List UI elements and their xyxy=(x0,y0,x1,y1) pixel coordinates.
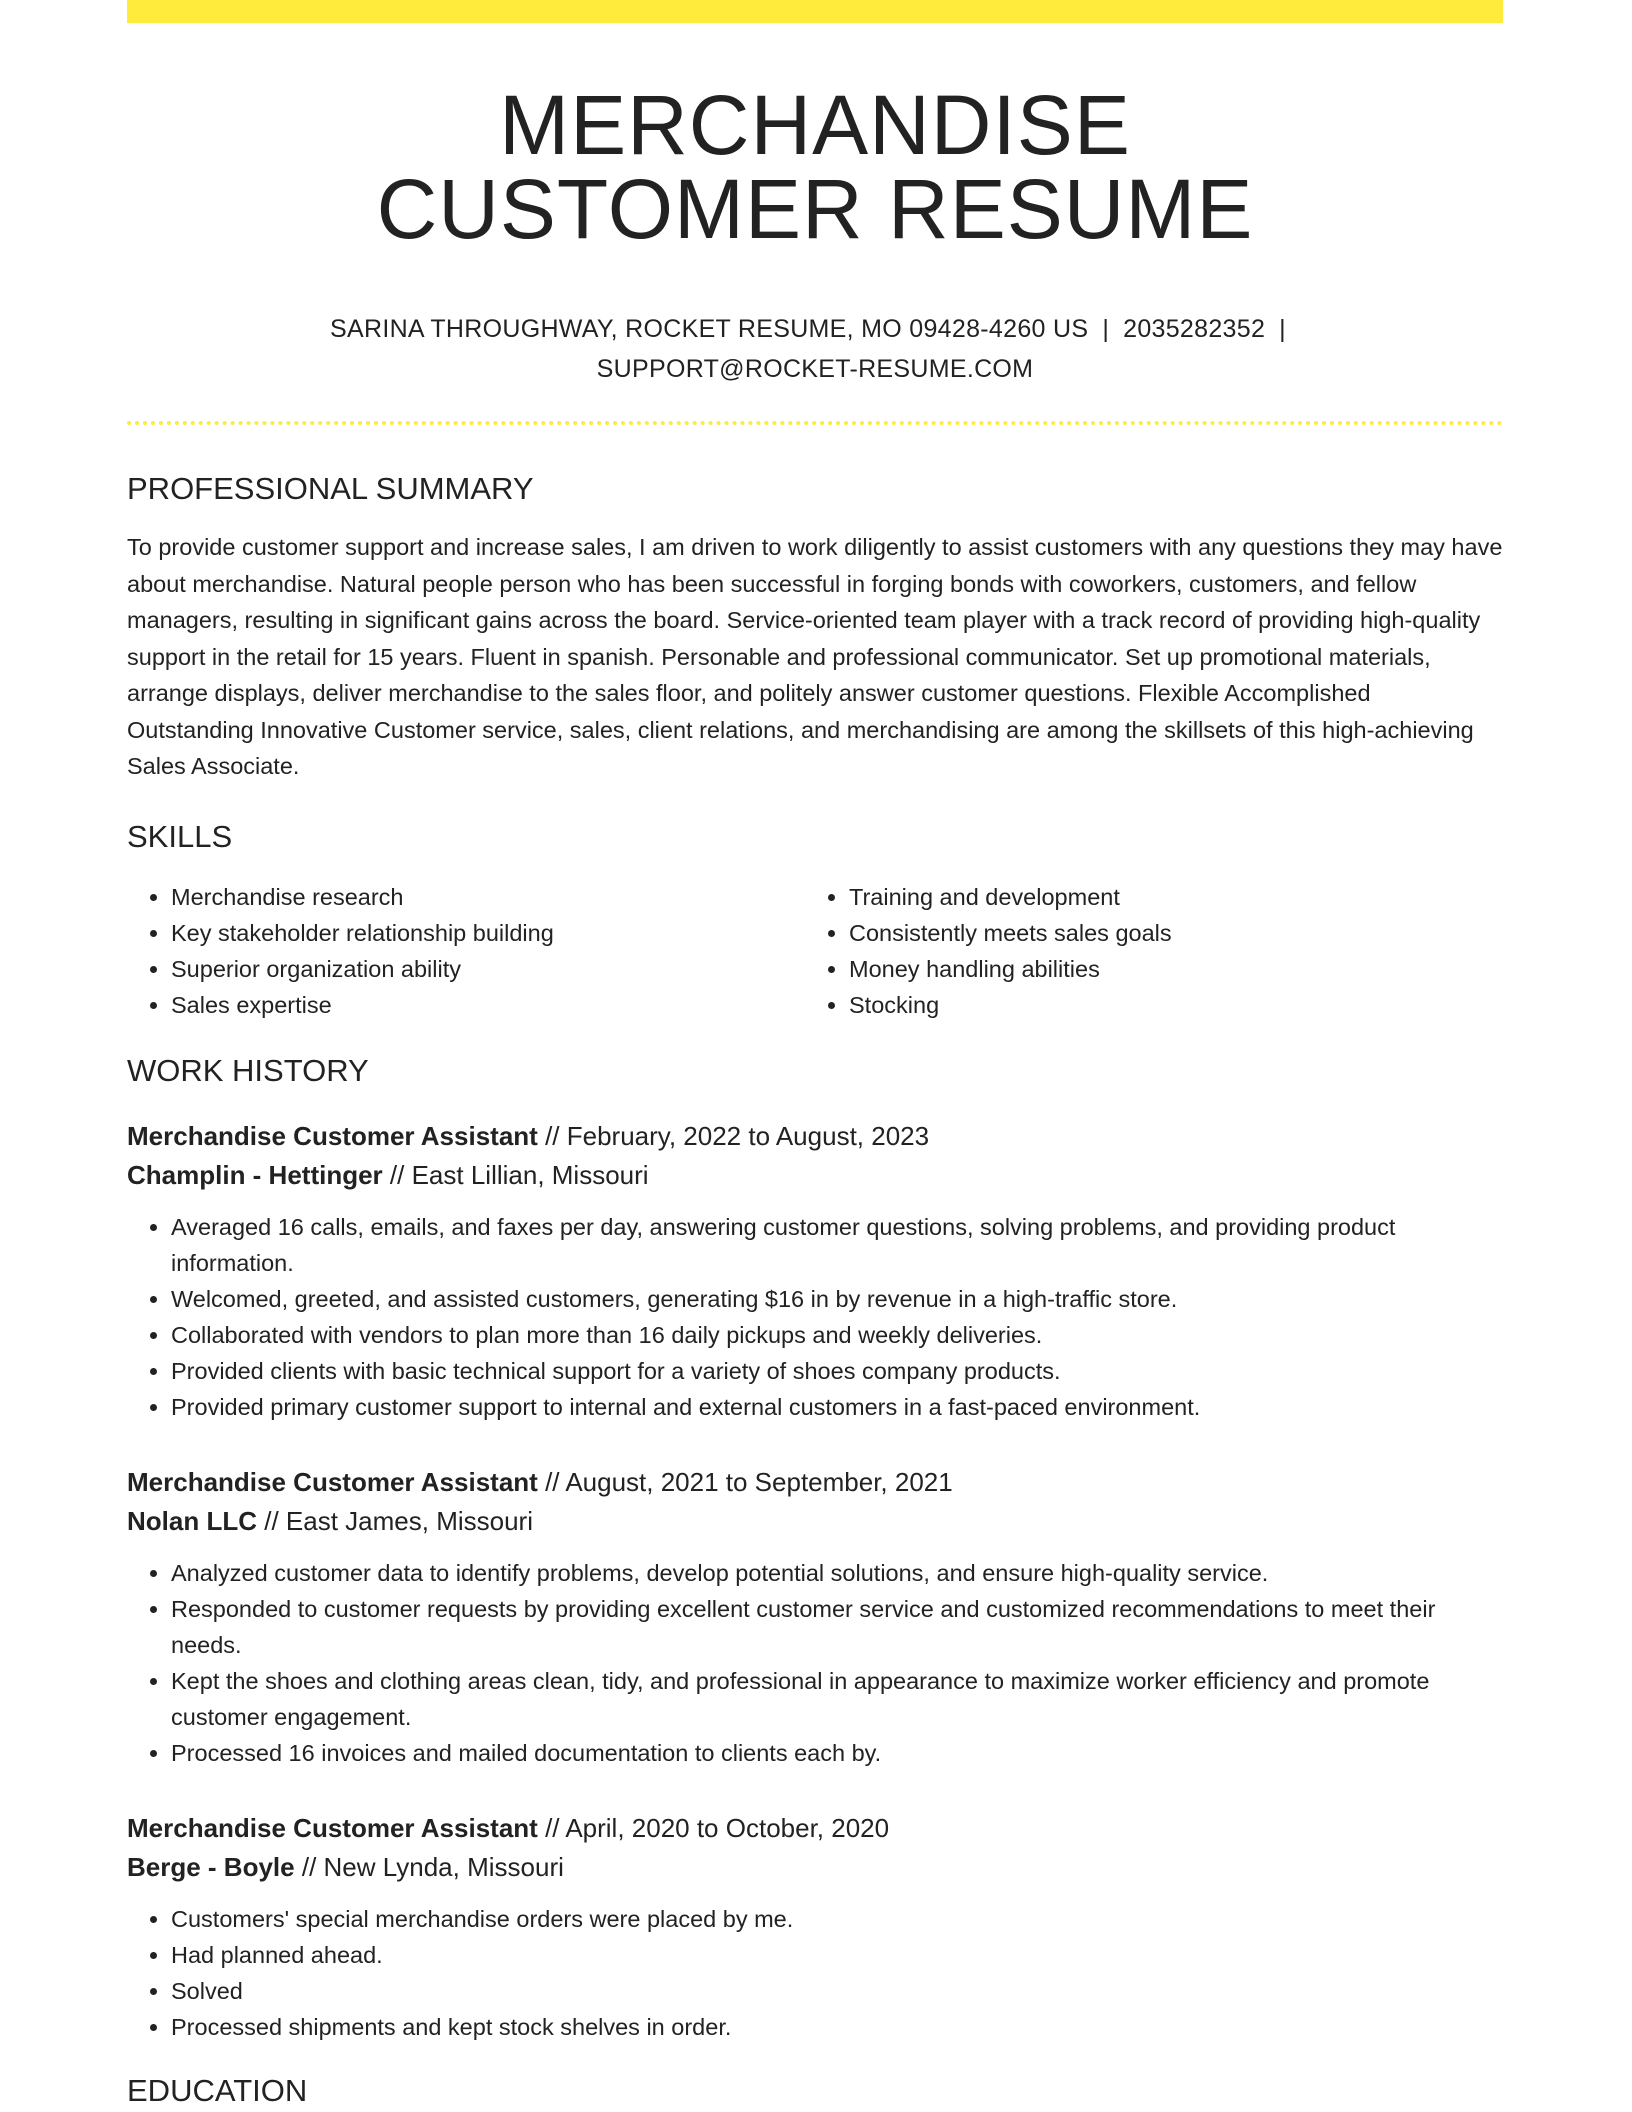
skills-list xyxy=(127,879,1503,1023)
job-entry xyxy=(127,1117,1503,1425)
job-title: Merchandise Customer Assistant xyxy=(127,1120,538,1151)
accent-top-bar xyxy=(127,0,1503,23)
job-company-line xyxy=(127,1156,1503,1195)
job-company-line xyxy=(127,1502,1503,1541)
job-bullet: • Had planned ahead. xyxy=(171,1937,1503,1973)
job-title: Merchandise Customer Assistant xyxy=(127,1466,538,1497)
job-separator: // xyxy=(545,1812,560,1843)
job-bullet: • Processed shipments and kept stock shelves in order. xyxy=(171,2009,1503,2045)
job-company: Berge - Boyle xyxy=(127,1851,295,1882)
resume-page xyxy=(127,0,1503,2109)
job-bullet: • Analyzed customer data to identify problems, develop potential solutions, and ensure high-quality service. xyxy=(171,1555,1503,1591)
job-separator: // xyxy=(545,1120,560,1151)
job-title-line xyxy=(127,1809,1503,1848)
job-bullet: • Averaged 16 calls, emails, and faxes per day, answering customer questions, solving problems, and providing product information. xyxy=(171,1209,1503,1281)
contact-separator: | xyxy=(1279,315,1286,343)
job-dates: April, 2020 to October, 2020 xyxy=(565,1812,890,1843)
contact-separator: | xyxy=(1102,315,1110,343)
job-bullet: • Kept the shoes and clothing areas clean, tidy, and professional in appearance to maximize worker efficiency and promote customer engagement. xyxy=(171,1663,1503,1735)
job-company: Champlin - Hettinger xyxy=(127,1159,383,1190)
dotted-divider xyxy=(127,421,1503,425)
job-dates: February, 2022 to August, 2023 xyxy=(566,1120,930,1151)
skills-heading: SKILLS xyxy=(127,818,233,854)
job-separator: // xyxy=(389,1159,405,1190)
job-separator: // xyxy=(301,1851,317,1882)
title-line-1: MERCHANDISE xyxy=(499,78,1131,172)
job-company-line xyxy=(127,1848,1503,1887)
skill-item: • Sales expertise xyxy=(171,987,805,1023)
contact-info xyxy=(127,309,1503,389)
job-entry xyxy=(127,1463,1503,1771)
job-bullet: • Collaborated with vendors to plan more than 16 daily pickups and weekly deliveries. xyxy=(171,1317,1503,1353)
skill-item: • Stocking xyxy=(849,987,1503,1023)
summary-heading: PROFESSIONAL SUMMARY xyxy=(127,471,534,506)
title-line-2: CUSTOMER RESUME xyxy=(376,162,1254,256)
job-bullet: • Welcomed, greeted, and assisted customers, generating $16 in by revenue in a high-traffic store. xyxy=(171,1281,1503,1317)
job-bullet: • Customers' special merchandise orders were placed by me. xyxy=(171,1901,1503,1937)
job-title-line xyxy=(127,1463,1503,1502)
job-dates: August, 2021 to September, 2021 xyxy=(565,1466,953,1497)
contact-email: SUPPORT@ROCKET-RESUME.COM xyxy=(596,355,1034,383)
job-separator: // xyxy=(264,1505,279,1536)
job-bullet: • Processed 16 invoices and mailed documentation to clients each by. xyxy=(171,1735,1503,1771)
resume-title xyxy=(127,78,1503,256)
job-bullets xyxy=(127,1555,1503,1771)
work-history-heading: WORK HISTORY xyxy=(127,1052,369,1088)
job-bullet: • Provided primary customer support to internal and external customers in a fast-paced environment. xyxy=(171,1389,1503,1425)
job-bullets xyxy=(127,1901,1503,2045)
summary-text: To provide customer support and increase sales, I am driven to work diligently to assist customers with any questions they may have about merchandise. Natural people person who has been successful in forging bonds with coworkers, customers, and fellow managers, resulting in significant gains across the board. Service-oriented team player with a track record of providing high-quality support in the retail for 15 years. Fluent in spanish. Personable and professional communicator. Set up promotional materials, arrange displays, deliver merchandise to the sales floor, and politely answer customer questions. Flexible Accomplished Outstanding Innovative Customer service, sales, client relations, and merchandising are among the skillsets of this high-achieving Sales Associate. xyxy=(127,534,1503,779)
job-bullets xyxy=(127,1209,1503,1425)
job-location: East James, Missouri xyxy=(285,1505,533,1536)
skill-item: • Merchandise research xyxy=(171,879,805,915)
job-bullet: • Solved xyxy=(171,1973,1503,2009)
skill-item: • Superior organization ability xyxy=(171,951,805,987)
skill-item: • Money handling abilities xyxy=(849,951,1503,987)
job-title-line xyxy=(127,1117,1503,1156)
skills-column-left xyxy=(127,879,805,1023)
skill-item: • Training and development xyxy=(849,879,1503,915)
skill-item: • Key stakeholder relationship building xyxy=(171,915,805,951)
job-bullet: • Provided clients with basic technical support for a variety of shoes company products. xyxy=(171,1353,1503,1389)
skills-column-right xyxy=(805,879,1503,1023)
contact-line-1 xyxy=(127,309,1503,349)
contact-phone: 2035282352 xyxy=(1123,315,1266,343)
job-bullet: • Responded to customer requests by providing excellent customer service and customized recommendations to meet their needs. xyxy=(171,1591,1503,1663)
skill-item: • Consistently meets sales goals xyxy=(849,915,1503,951)
contact-address: SARINA THROUGHWAY, ROCKET RESUME, MO 09428-4260 US xyxy=(330,315,1089,343)
job-location: New Lynda, Missouri xyxy=(323,1851,564,1882)
job-entry xyxy=(127,1809,1503,2045)
education-heading: EDUCATION xyxy=(127,2072,308,2108)
job-location: East Lillian, Missouri xyxy=(411,1159,649,1190)
job-title: Merchandise Customer Assistant xyxy=(127,1812,538,1843)
contact-line-2 xyxy=(127,349,1503,389)
job-separator: // xyxy=(545,1466,560,1497)
job-company: Nolan LLC xyxy=(127,1505,257,1536)
